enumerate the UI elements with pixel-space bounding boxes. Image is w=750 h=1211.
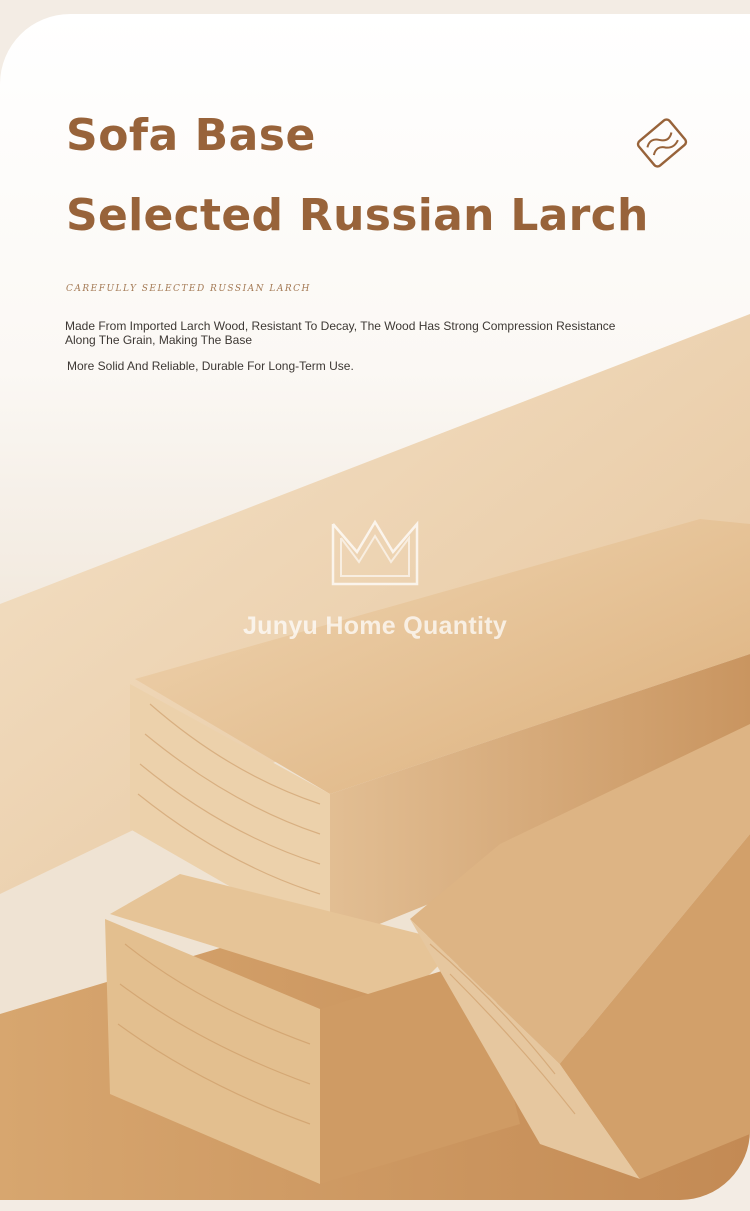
product-feature-card [0, 14, 750, 1200]
watermark-text: Junyu Home Quantity [242, 612, 508, 640]
description-paragraph-2: More Solid And Reliable, Durable For Long-Term Use. [67, 359, 354, 373]
brand-watermark [0, 514, 750, 641]
crown-icon [327, 514, 423, 598]
page-subtitle: Selected Russian Larch [66, 190, 649, 241]
page-title: Sofa Base [66, 110, 316, 161]
description-paragraph-1: Made From Imported Larch Wood, Resistant To Decay, The Wood Has Strong Compression Resistance Along The Grain, Making The Base [65, 319, 616, 347]
wood-grain-icon [632, 115, 692, 171]
script-subtitle: CAREFULLY SELECTED RUSSIAN LARCH [66, 284, 311, 294]
